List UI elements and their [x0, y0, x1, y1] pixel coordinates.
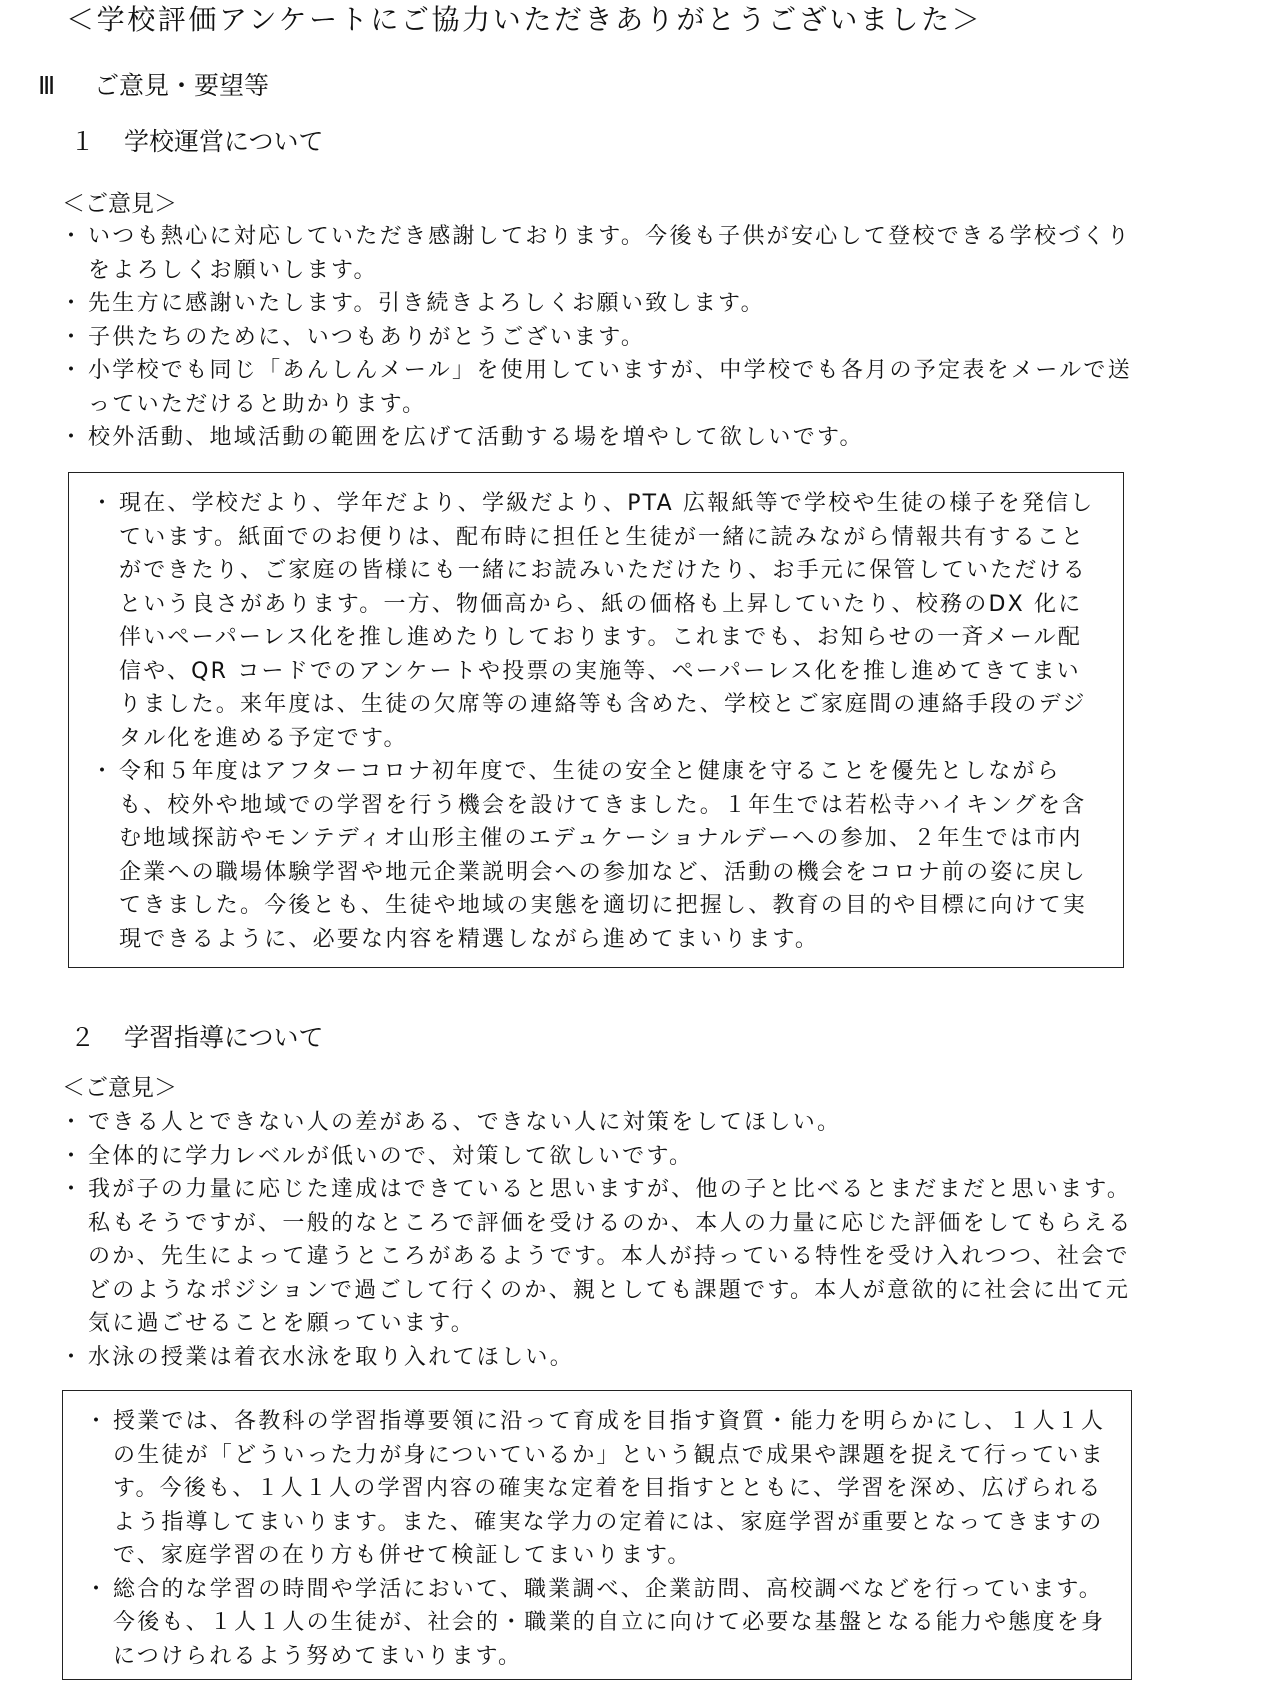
response-item: ・ 令和５年度はアフターコロナ初年度で、生徒の安全と健康を守ることを優先としながらも、校外や地域での学習を行う機会を設けてきました。１年生では若松寺ハイキングを含む地域探訪やモンテディオ山形主催のエデュケーショナルデーへの参加、２年生では市内企業への職場体験学習や地元企業説明会への参加など、活動の機会をコロナ前の姿に戻してきました。今後とも、生徒や地域の実態を適切に把握し、教育の目的や目標に向けて実現できるように、必要な内容を精選しながら進めてまいります。 — [95, 755, 1103, 956]
response-item: ・ 現在、学校だより、学年だより、学級だより、PTA 広報紙等で学校や生徒の様子を発信しています。紙面でのお便りは、配布時に担任と生徒が一緒に読みながら情報共有することができたり、ご家庭の皆様にも一緒にお読みいただけたり、お手元に保管していただけるという良さがあります。一方、物価高から、紙の価格も上昇していたり、校務のDX 化に伴いペーパーレス化を推し進めたりしております。これまでも、お知らせの一斉メール配信や、QR コードでのアンケートや投票の実施等、ペーパーレス化を推し進めてきてまいりました。来年度は、生徒の欠席等の連絡等も含めた、学校とご家庭間の連絡手段のデジタル化を進める予定です。 — [95, 487, 1103, 755]
section-number: Ⅲ — [38, 71, 56, 100]
section-heading — [38, 70, 269, 102]
thank-you-banner: ＜学校評価アンケートにご協力いただきありがとうございました＞ — [66, 3, 983, 36]
topic-heading — [70, 1022, 324, 1054]
opinion-list — [64, 1106, 1144, 1374]
topic-heading — [70, 126, 324, 158]
topic-title: 学校運営について — [124, 127, 324, 156]
opinion-item: ・ できる人とできない人の差がある、できない人に対策をしてほしい。 — [64, 1106, 1144, 1140]
opinion-item: ・ 校外活動、地域活動の範囲を広げて活動する場を増やして欲しいです。 — [64, 421, 1144, 455]
opinion-list — [64, 220, 1144, 455]
response-list — [89, 1405, 1109, 1673]
school-response-box — [62, 1390, 1132, 1680]
topic-title: 学習指導について — [124, 1023, 324, 1052]
response-item: ・ 総合的な学習の時間や学活において、職業調べ、企業訪問、高校調べなどを行っています。今後も、１人１人の生徒が、社会的・職業的自立に向けて必要な基盤となる能力や態度を身につけられるよう努めてまいります。 — [89, 1573, 1109, 1674]
topic-number: ２ — [70, 1023, 96, 1052]
opinion-item: ・ 先生方に感謝いたします。引き続きよろしくお願い致します。 — [64, 287, 1144, 321]
topic-number: １ — [70, 127, 96, 156]
opinion-item: ・ 水泳の授業は着衣水泳を取り入れてほしい。 — [64, 1341, 1144, 1375]
opinion-item: ・ 全体的に学力レベルが低いので、対策して欲しいです。 — [64, 1140, 1144, 1174]
opinion-item: ・ 小学校でも同じ「あんしんメール」を使用していますが、中学校でも各月の予定表をメールで送っていただけると助かります。 — [64, 354, 1144, 421]
opinion-label: ＜ご意見＞ — [62, 1075, 177, 1101]
opinion-item: ・ 我が子の力量に応じた達成はできていると思いますが、他の子と比べるとまだまだと思います。私もそうですが、一般的なところで評価を受けるのか、本人の力量に応じた評価をしてもらえるのか、先生によって違うところがあるようです。本人が持っている特性を受け入れつつ、社会でどのようなポジションで過ごして行くのか、親としても課題です。本人が意欲的に社会に出て元気に過ごせることを願っています。 — [64, 1173, 1144, 1341]
opinion-item: ・ いつも熱心に対応していただき感謝しております。今後も子供が安心して登校できる学校づくりをよろしくお願いします。 — [64, 220, 1144, 287]
opinion-label: ＜ご意見＞ — [62, 191, 177, 217]
response-item: ・ 授業では、各教科の学習指導要領に沿って育成を目指す資質・能力を明らかにし、１人１人の生徒が「どういった力が身についているか」という観点で成果や課題を捉えて行っています。今後も、１人１人の学習内容の確実な定着を目指すとともに、学習を深め、広げられるよう指導してまいります。また、確実な学力の定着には、家庭学習が重要となってきますので、家庭学習の在り方も併せて検証してまいります。 — [89, 1405, 1109, 1573]
opinion-item: ・ 子供たちのために、いつもありがとうございます。 — [64, 321, 1144, 355]
response-list — [95, 487, 1103, 956]
school-response-box — [68, 472, 1124, 968]
section-title: ご意見・要望等 — [94, 71, 270, 100]
